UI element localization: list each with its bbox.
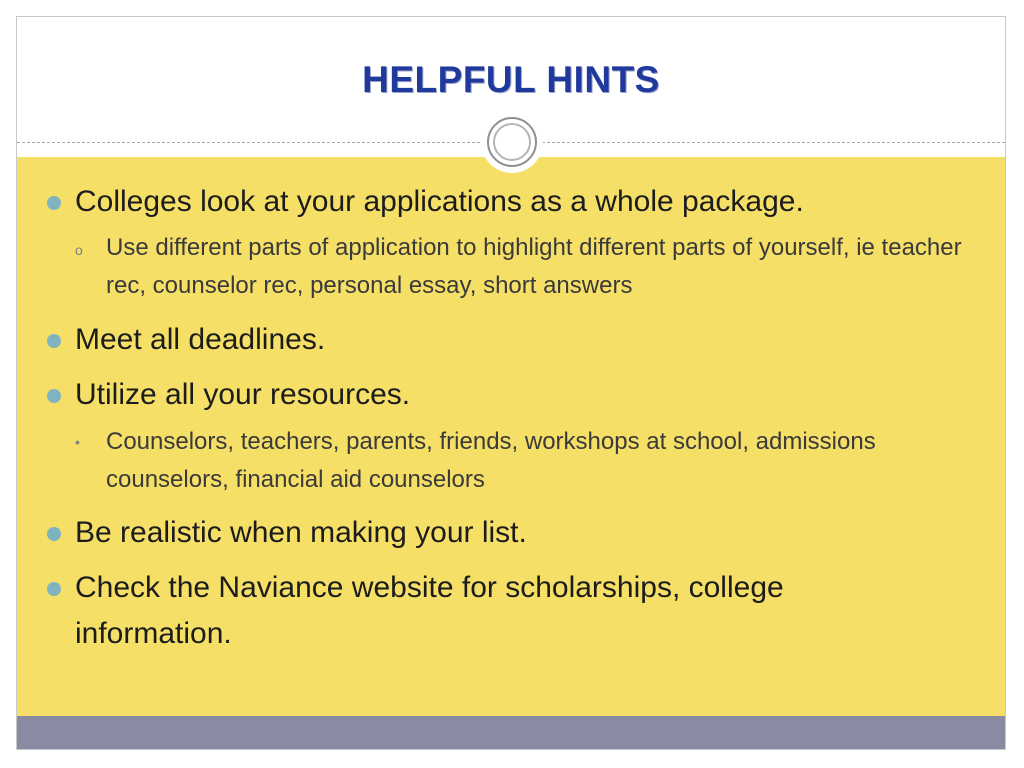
sub-bullet-text: Use different parts of application to highlight different parts of yourself, ie teacher rec, counselor rec, personal essay, short answers	[106, 234, 962, 299]
circle-bullet-icon	[47, 389, 61, 403]
bullet-text: Utilize all your resources.	[75, 378, 411, 411]
footer-bar	[17, 716, 1005, 750]
sub-bullet-marker: •	[75, 434, 80, 450]
slide-title: HELPFUL HINTS	[362, 59, 660, 100]
double-ring-ornament-icon	[481, 111, 543, 173]
circle-bullet-icon	[47, 582, 61, 596]
bullet-text: Check the Naviance website for scholarships, college information.	[75, 571, 784, 650]
sub-bullet-text: Counselors, teachers, parents, friends, workshops at school, admissions counselors, financial aid counselors	[106, 428, 876, 493]
bullet-text: Be realistic when making your list.	[75, 516, 527, 549]
ornament-outer-ring	[487, 117, 537, 167]
slide	[16, 16, 1006, 750]
ornament-inner-ring	[493, 123, 531, 161]
bullet-text: Colleges look at your applications as a whole package.	[75, 185, 804, 218]
content-panel	[17, 157, 1005, 716]
circle-bullet-icon	[47, 334, 61, 348]
circle-bullet-icon	[47, 527, 61, 541]
circle-bullet-icon	[47, 196, 61, 210]
bullet-text: Meet all deadlines.	[75, 323, 326, 356]
sub-bullet-marker: o	[75, 242, 83, 258]
